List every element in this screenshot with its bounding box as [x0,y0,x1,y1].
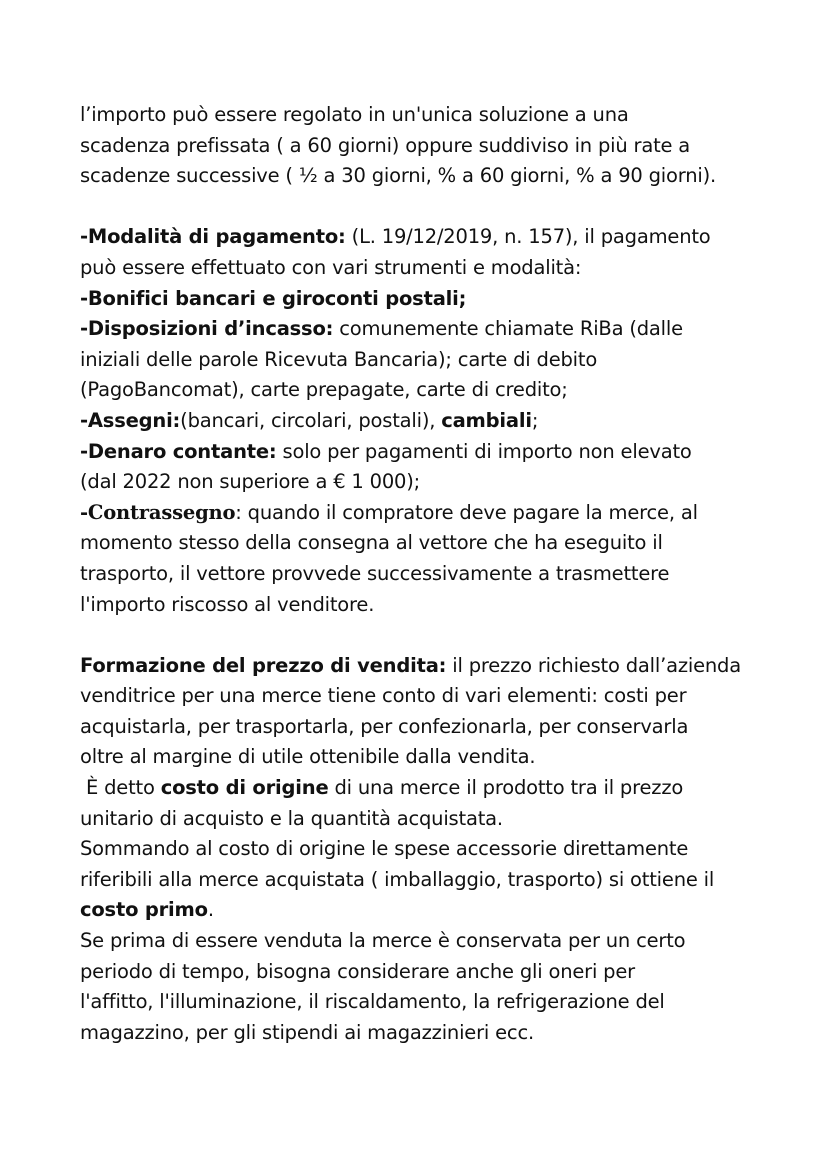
price-section [80,651,770,1049]
cambiali-label: cambiali [441,408,532,432]
text-line: venditrice per una merce tiene conto di vari elementi: costi per [80,684,687,708]
text-line: l'affitto, l'illuminazione, il riscaldamento, la refrigerazione del [80,990,665,1014]
text-line: Sommando al costo di origine le spese accessorie direttamente [80,837,689,861]
price-heading: Formazione del prezzo di vendita: [80,653,447,677]
payment-heading: -Modalità di pagamento: [80,225,346,249]
text-line: scadenza prefissata ( a 60 giorni) oppure suddiviso in più rate a [80,133,691,157]
payment-heading-rest: (L. 19/12/2019, n. 157), il pagamento [345,225,711,249]
text-line: acquistarla, per trasportarla, per confezionarla, per conservarla [80,714,689,738]
disposizioni-label: -Disposizioni d’incasso: [80,317,334,341]
assegni-text: (bancari, circolari, postali), [180,408,442,432]
denaro-text: solo per pagamenti di importo non elevato [276,439,692,463]
text-line: unitario di acquisto e la quantità acquistata. [80,806,503,830]
document-page [80,100,770,1048]
costo-primo-term: costo primo [80,898,208,922]
text-line: iniziali delle parole Ricevuta Bancaria); carte di debito [80,347,598,371]
text-line [80,651,770,682]
text-line [80,773,770,804]
text-line: scadenze successive ( ½ a 30 giorni, % a 60 giorni, % a 90 giorni). [80,164,716,188]
origine-pre: È detto [80,776,161,800]
paragraph-gap [80,192,770,223]
text-line: Se prima di essere venduta la merce è conservata per un certo [80,929,686,953]
text-line: trasporto, il vettore provvede successivamente a trasmettere [80,561,670,585]
contrassegno-item [80,498,770,529]
denaro-label: -Denaro contante: [80,439,277,463]
costo-origine-term: costo di origine [160,776,329,800]
assegni-item [80,406,770,437]
price-heading-rest: il prezzo richiesto dall’azienda [446,653,741,677]
bonifici-item [80,284,770,315]
denaro-item [80,437,770,468]
text-line: può essere effettuato con vari strumenti e modalità: [80,255,582,279]
text-line: l'importo riscosso al venditore. [80,592,375,616]
intro-paragraph [80,100,770,192]
disposizioni-item [80,314,770,345]
assegni-end: ; [531,408,539,432]
text-line: l’importo può essere regolato in un'unica soluzione a una [80,103,629,126]
text-line: (dal 2022 non superiore a € 1 000); [80,470,421,494]
primo-end: . [207,898,214,922]
assegni-label: -Assegni: [80,408,181,432]
text-line: riferibili alla merce acquistata ( imballaggio, trasporto) si ottiene il [80,867,715,891]
contrassegno-label: -Contrassegno [80,500,236,524]
payment-section [80,222,770,620]
text-line: periodo di tempo, bisogna considerare anche gli oneri per [80,959,635,983]
origine-rest: di una merce il prodotto tra il prezzo [328,776,684,800]
text-line: (PagoBancomat), carte prepagate, carte di credito; [80,378,568,402]
bonifici-label: -Bonifici bancari e giroconti postali; [80,286,467,310]
paragraph-gap [80,620,770,651]
text-line [80,895,770,926]
disposizioni-text: comunemente chiamate RiBa (dalle [333,317,683,341]
text-line: momento stesso della consegna al vettore che ha eseguito il [80,531,663,555]
text-line [80,222,770,253]
text-line: magazzino, per gli stipendi ai magazzinieri ecc. [80,1020,534,1044]
text-line: oltre al margine di utile ottenibile dalla vendita. [80,745,536,769]
contrassegno-text: : quando il compratore deve pagare la merce, al [235,500,698,524]
